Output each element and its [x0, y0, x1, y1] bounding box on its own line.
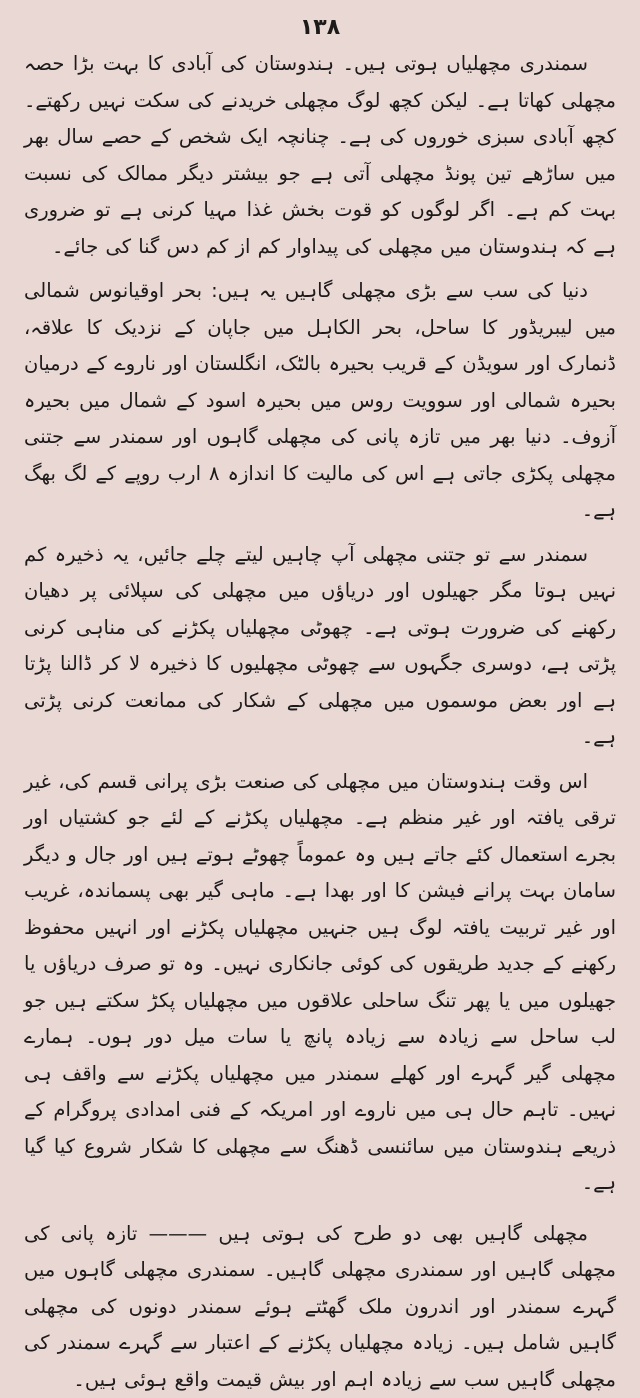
paragraph-4: اس وقت ہندوستان میں مچھلی کی صنعت بڑی پرانی قسم کی، غیر ترقی یافتہ اور غیر منظم ہے۔ مچھلیاں پکڑنے کے لئے جو کشتیاں اور بجرے استعمال کئے جاتے ہیں وہ عموماً چھوٹے ہوتے ہیں اور جال و دیگر سامان بہت پرانے فیشن کا اور بھدا ہے۔ ماہی گیر بھی پسماندہ، غریب اور غیر تربیت یافتہ لوگ ہیں جنہیں مچھلیاں پکڑنے اور انہیں محفوظ رکھنے کے جدید طریقوں کی کوئی جانکاری نہیں۔ وہ تو صرف دریاؤں یا جھیلوں میں یا پھر تنگ ساحلی علاقوں میں مچھلیاں پکڑ سکتے ہیں جو لب ساحل سے زیادہ سے زیادہ پانچ یا سات میل دور ہوں۔ ہمارے مچھلی گیر گہرے اور کھلے سمندر میں مچھلیاں پکڑنے سے واقف ہی نہیں۔ تاہم حال ہی میں ناروے اور امریکہ کے فنی امدادی پروگرام کے ذریعے ہندوستان میں سائنسی ڈھنگ سے مچھلی کا شکار شروع کیا گیا ہے۔	[24, 764, 616, 1202]
page-body-text	[24, 46, 616, 1398]
paragraph-5: مچھلی گاہیں بھی دو طرح کی ہوتی ہیں ——— تازہ پانی کی مچھلی گاہیں اور سمندری مچھلی گاہیں۔ سمندری مچھلی گاہوں میں گہرے سمندر اور اندرون ملک گھٹتے ہوئے سمندر دونوں کی مچھلی گاہیں شامل ہیں۔ زیادہ مچھلیاں پکڑنے کے اعتبار سے گہرے سمندر کی مچھلی گاہیں سب سے زیادہ اہم اور بیش قیمت واقع ہوئی ہیں۔	[24, 1216, 616, 1398]
paragraph-1: سمندری مچھلیاں ہوتی ہیں۔ ہندوستان کی آبادی کا بہت بڑا حصہ مچھلی کھاتا ہے۔ لیکن کچھ لوگ مچھلی خریدنے کی سکت نہیں رکھتے۔ کچھ آبادی سبزی خوروں کی ہے۔ چنانچہ ایک شخص کے حصے سال بھر میں ساڑھے تین پونڈ مچھلی آتی ہے جو بیشتر دیگر ممالک کی نسبت بہت کم ہے۔ اگر لوگوں کو قوت بخش غذا مہیا کرنی ہے تو ضروری ہے کہ ہندوستان میں مچھلی کی پیداوار کم از کم دس گنا کی جائے۔	[24, 46, 616, 265]
paragraph-3: سمندر سے تو جتنی مچھلی آپ چاہیں لیتے چلے جائیں، یہ ذخیرہ کم نہیں ہوتا مگر جھیلوں اور دریاؤں میں مچھلی کی سپلائی پر دھیان رکھنے کی ضرورت ہوتی ہے۔ چھوٹی مچھلیاں پکڑنے کی مناہی کرنی پڑتی ہے، دوسری جگہوں سے چھوٹی مچھلیوں کا ذخیرہ لا کر ڈالنا پڑتا ہے اور بعض موسموں میں مچھلی کے شکار کی ممانعت کرنی پڑتی ہے۔	[24, 537, 616, 756]
paragraph-2: دنیا کی سب سے بڑی مچھلی گاہیں یہ ہیں: بحر اوقیانوس شمالی میں لیبریڈور کا ساحل، بحر الکاہل میں جاپان کے نزدیک کا علاقہ، ڈنمارک اور سویڈن کے قریب بحیرہ بالٹک، انگلستان اور ناروے کے درمیان بحیرہ شمالی اور سوویت روس میں بحیرہ اسود کے شمال میں بحیرہ آزوف۔ دنیا بھر میں تازہ پانی کی مچھلی گاہوں اور سمندر سے جتنی مچھلی پکڑی جاتی ہے اس کی مالیت کا اندازہ ۸ ارب روپے کے لگ بھگ ہے۔	[24, 273, 616, 529]
page-number: ۱۳۸	[24, 14, 616, 42]
